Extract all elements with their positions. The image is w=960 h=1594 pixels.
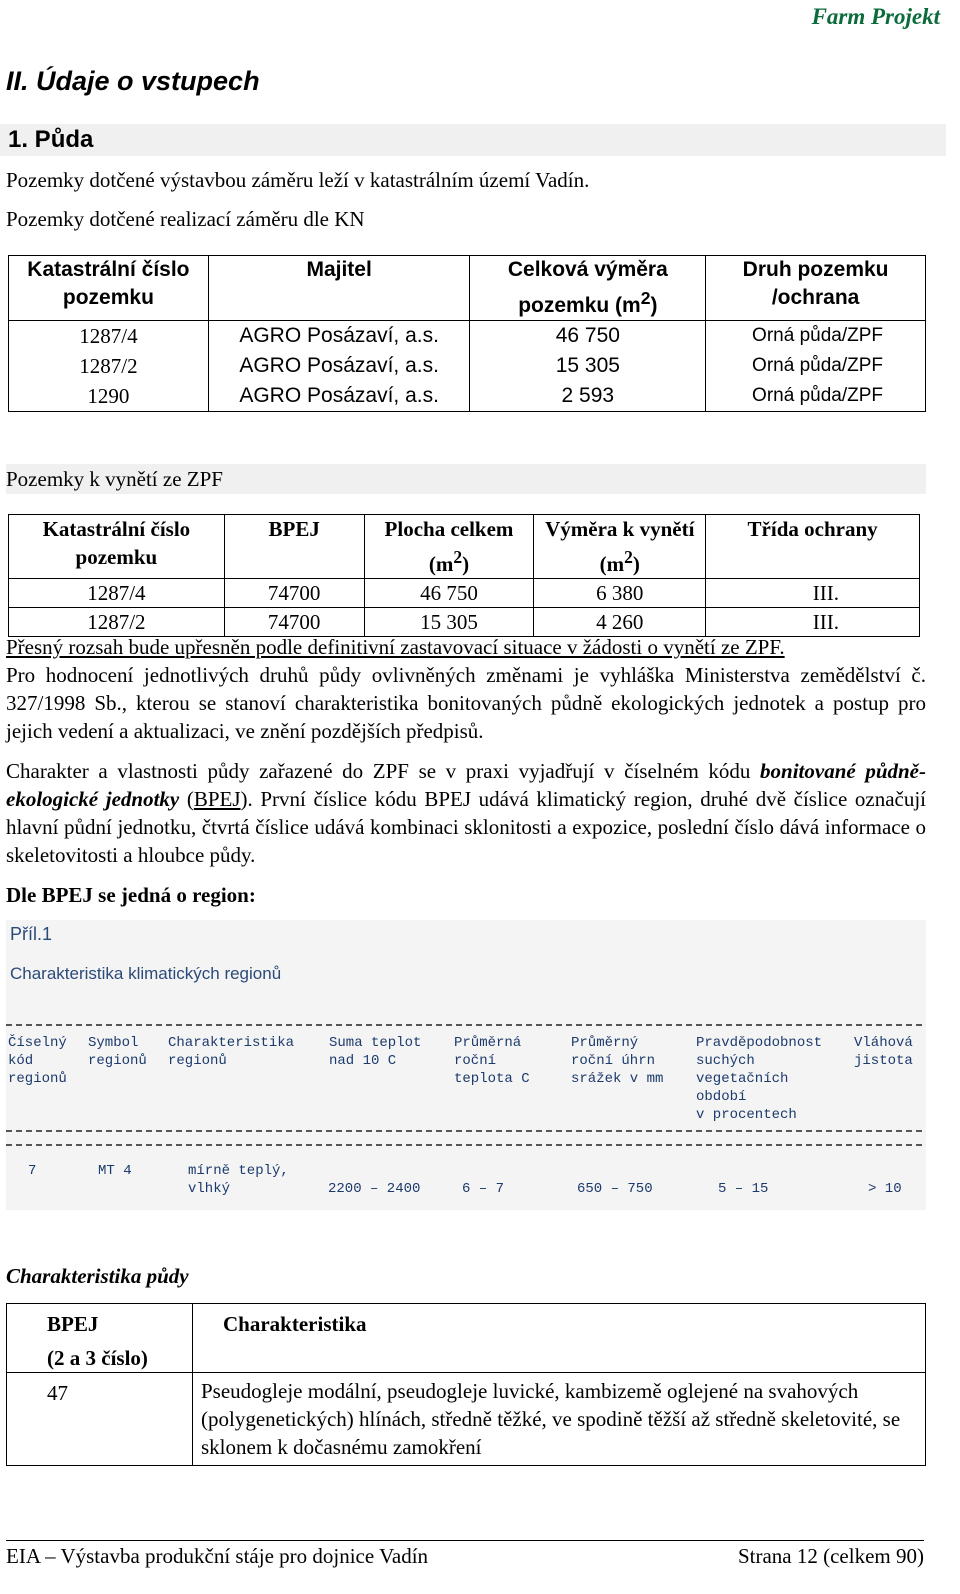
- row-avg-temp: 6 – 7: [462, 1181, 505, 1197]
- col-header-precipitation: Průměrný roční úhrn srážek v mm: [571, 1035, 664, 1087]
- footer-page-number: Strana 12 (celkem 90): [737, 1544, 924, 1568]
- cell-protection-class: III.: [706, 608, 920, 637]
- table-row: [9, 381, 926, 412]
- paragraph-regulation: Pro hodnocení jednotlivých druhů půdy ovlivněných změnami je vyhláška Ministerstva zemědělství č. 327/1998 Sb., kterou se stanoví charakteristika bonitovaných půdně ekologických jednotek a postup pro jejich vedení a aktualizaci, ve znění pozdějších předpisů.: [6, 663, 926, 743]
- cell-cadastral: 1287/2: [9, 351, 209, 381]
- refinement-note: Přesný rozsah bude upřesněn podle definitivní zastavovací situace v žádosti o vynětí ze ZPF.: [6, 635, 785, 659]
- zpf-heading: Pozemky k vynětí ze ZPF: [6, 464, 926, 494]
- table-row: [9, 579, 920, 608]
- paragraph-bpej: Charakter a vlastnosti půdy zařazené do ZPF se v praxi vyjadřují v číselném kódu bonitované půdně-ekologické jednotky (BPEJ). První číslice kódu BPEJ udává klimatický region, druhé dvě číslice označují hlavní půdní jednotku, čtvrtá číslice udává kombinaci sklonitosti a expozice, poslední číslo dává informace o skeletovitosti a hloubce půdy.: [6, 759, 927, 867]
- cell-owner: AGRO Posázaví, a.s.: [208, 321, 470, 352]
- cell-land-type: Orná půda/ZPF: [706, 381, 926, 412]
- row-moisture: > 10: [868, 1181, 902, 1197]
- subsection-title: 1. Půda: [0, 124, 946, 156]
- soil-heading: Charakteristika půdy: [6, 1264, 189, 1288]
- cell-removal-area: 4 260: [534, 608, 706, 637]
- cell-owner: AGRO Posázaví, a.s.: [208, 351, 470, 381]
- section-title: II. Údaje o vstupech: [6, 66, 260, 96]
- col-header-temp-sum: Suma teplot nad 10 C: [329, 1035, 422, 1069]
- figure-divider: [6, 1144, 922, 1146]
- cell-cadastral: 1290: [9, 381, 209, 412]
- header-land-type: Druh pozemku /ochrana: [706, 256, 926, 321]
- cell-protection-class: III.: [706, 579, 920, 608]
- figure-divider: [6, 1024, 922, 1026]
- region-heading: Dle BPEJ se jedná o region:: [6, 883, 256, 907]
- header-protection-class: Třída ochrany: [706, 515, 920, 579]
- cell-bpej: 74700: [224, 608, 364, 637]
- cell-bpej-code: 47: [7, 1373, 193, 1466]
- table-row: [9, 321, 926, 352]
- col-header-code: Číselný kód regionů: [8, 1035, 67, 1087]
- col-header-characteristic: Charakteristika regionů: [168, 1035, 295, 1069]
- table-header-row: [9, 256, 926, 321]
- cell-removal-area: 6 380: [534, 579, 706, 608]
- figure-title: Charakteristika klimatických regionů: [10, 964, 282, 983]
- header-bpej: BPEJ: [224, 515, 364, 579]
- cell-area: 15 305: [470, 351, 706, 381]
- page-footer: [6, 1540, 924, 1568]
- figure-appendix-label: Příl.1: [10, 924, 53, 944]
- col-header-symbol: Symbol regionů: [88, 1035, 147, 1069]
- brand-header: Farm Projekt: [811, 4, 940, 29]
- zpf-table: [8, 514, 920, 637]
- cell-bpej: 74700: [224, 579, 364, 608]
- header-owner: Majitel: [208, 256, 470, 321]
- kn-heading: Pozemky dotčené realizací záměru dle KN: [6, 207, 365, 231]
- climate-regions-figure: [6, 920, 926, 1210]
- figure-divider: [6, 1130, 922, 1132]
- footer-document: EIA – Výstavba produkční stáje pro dojnice Vadín: [6, 1544, 429, 1568]
- table-header-row: [9, 515, 920, 579]
- table-row: [9, 351, 926, 381]
- header-area: Celková výměra pozemku $(m^2)$: [470, 256, 706, 321]
- cell-area: 46 750: [470, 321, 706, 352]
- intro-text: Pozemky dotčené výstavbou záměru leží v katastrálním území Vadín.: [6, 168, 590, 192]
- kn-table: [8, 255, 926, 412]
- row-precipitation: 650 – 750: [577, 1181, 653, 1197]
- cell-cadastral: 1287/4: [9, 321, 209, 352]
- soil-table: [6, 1303, 926, 1466]
- row-characteristic: mírně teplý, vlhký: [188, 1163, 289, 1197]
- header-cadastral: Katastrální číslo pozemku: [9, 256, 209, 321]
- cell-total-area: 46 750: [364, 579, 534, 608]
- cell-area: 2 593: [470, 381, 706, 412]
- col-header-avg-temp: Průměrná roční teplota C: [454, 1035, 530, 1087]
- table-header-row: [7, 1304, 926, 1373]
- cell-land-type: Orná půda/ZPF: [706, 321, 926, 352]
- col-header-drought: Pravděpodobnost suchých vegetačních období v procentech: [696, 1035, 823, 1123]
- row-code: 7: [28, 1163, 37, 1179]
- header-characteristic: Charakteristika: [193, 1304, 926, 1373]
- cell-characteristic: Pseudogleje modální, pseudogleje luvické, kambizemě oglejené na svahových (polygenetických) hlínách, středně těžké, ve spodině těžší až středně skeletovité, se sklonem k dočasnému zamokření: [193, 1373, 926, 1466]
- row-drought: 5 – 15: [718, 1181, 769, 1197]
- header-total-area: Plocha celkem $(m^2)$: [364, 515, 534, 579]
- cell-owner: AGRO Posázaví, a.s.: [208, 381, 470, 412]
- cell-cadastral: 1287/2: [9, 608, 225, 637]
- cell-total-area: 15 305: [364, 608, 534, 637]
- table-row: [7, 1373, 926, 1466]
- header-bpej: BPEJ (2 a 3 číslo): [7, 1304, 193, 1373]
- cell-land-type: Orná půda/ZPF: [706, 351, 926, 381]
- col-header-moisture: Vláhová jistota: [854, 1035, 913, 1069]
- header-cadastral: Katastrální číslo pozemku: [9, 515, 225, 579]
- cell-cadastral: 1287/4: [9, 579, 225, 608]
- header-removal-area: Výměra k vynětí $(m^2)$: [534, 515, 706, 579]
- row-symbol: MT 4: [98, 1163, 132, 1179]
- row-temp-sum: 2200 – 2400: [328, 1181, 421, 1197]
